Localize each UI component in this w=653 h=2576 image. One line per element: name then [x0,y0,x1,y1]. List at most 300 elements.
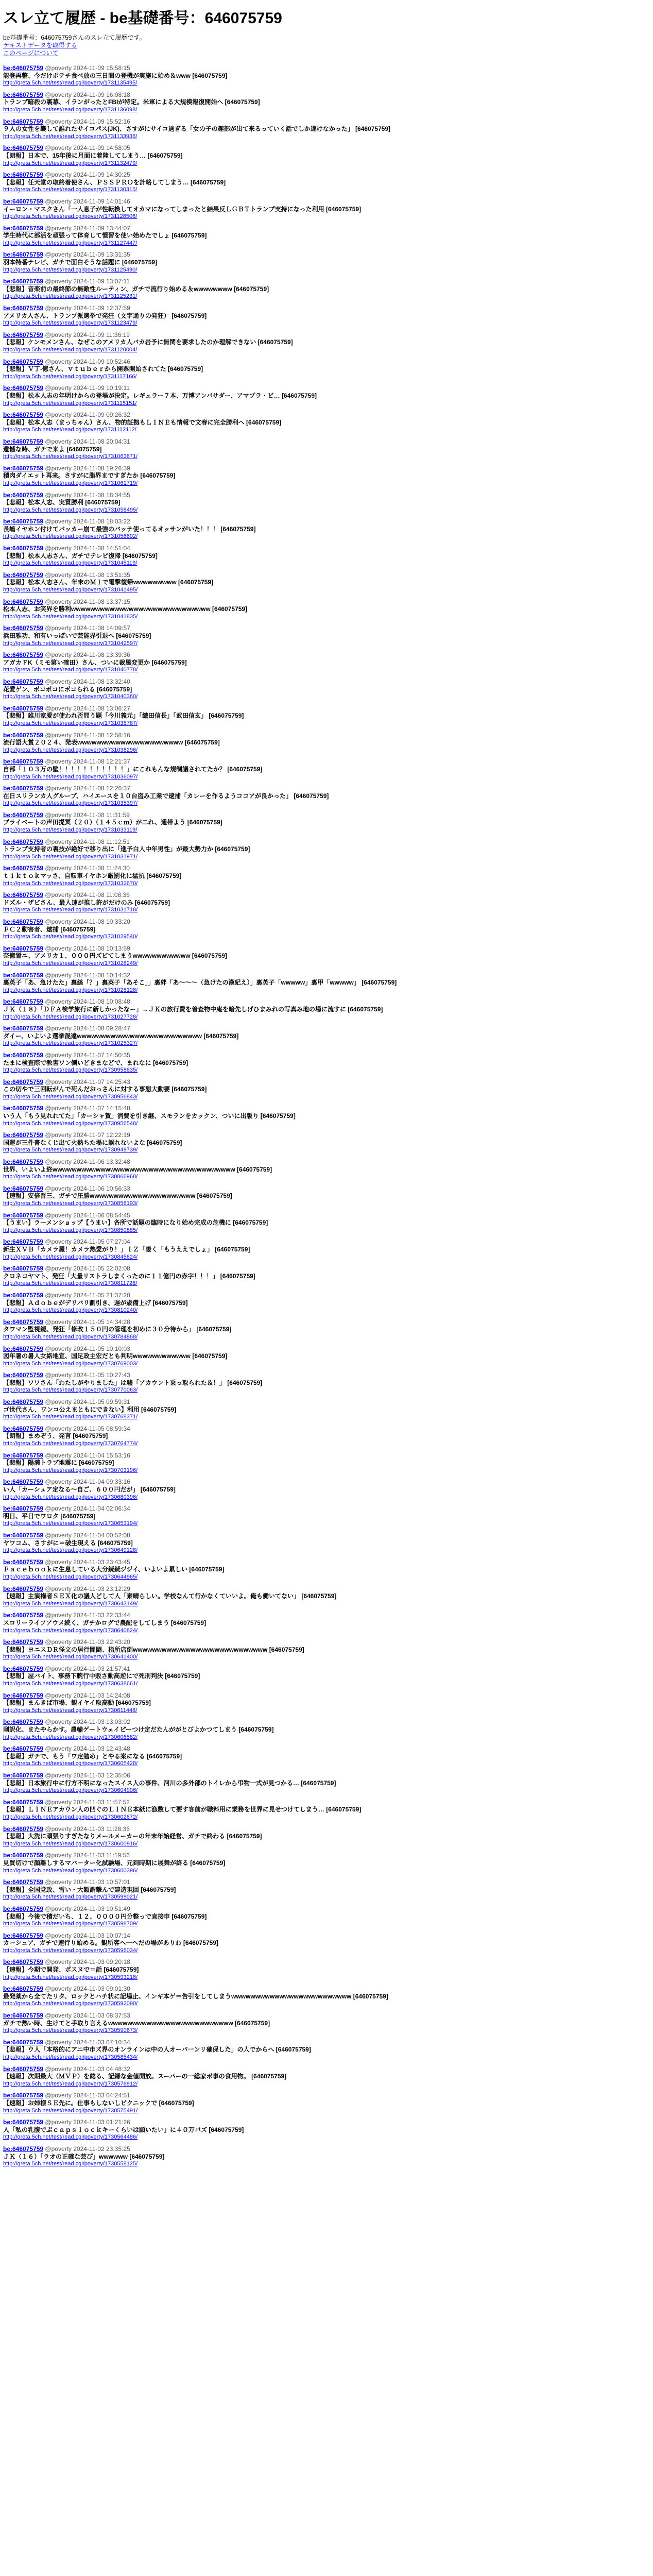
be-id-link[interactable]: be:646075759 [3,1745,44,1753]
list-item [3,64,650,87]
thread-url-link[interactable]: http://greta.5ch.net/test/read.cgi/poverty/1731036097/ [3,773,138,780]
thread-url-link[interactable]: http://greta.5ch.net/test/read.cgi/poverty/1730641400/ [3,1654,138,1660]
thread-url-link[interactable]: http://greta.5ch.net/test/read.cgi/poverty/1731033119/ [3,827,138,834]
be-id-link[interactable]: be:646075759 [3,1158,44,1166]
entry-meta: @poverty 2024-11-05 21:37:20 [45,1291,130,1299]
list-item [3,411,650,434]
be-id-link[interactable]: be:646075759 [3,998,44,1006]
thread-url-link[interactable]: http://greta.5ch.net/test/read.cgi/poverty/1731041835/ [3,613,138,620]
entry-meta: @poverty 2024-11-07 12:22:19 [45,1131,130,1139]
entry-header [3,1292,650,1299]
entry-meta: @poverty 2024-11-08 11:08:36 [45,891,130,899]
be-id-link[interactable]: be:646075759 [3,785,44,792]
entry-meta: @poverty 2024-11-05 09:59:31 [45,1398,130,1406]
be-id-link[interactable]: be:646075759 [3,1238,44,1246]
entry-header [3,998,650,1006]
entry-header [3,758,650,766]
thread-url-link[interactable]: http://greta.5ch.net/test/read.cgi/poverty/1730598709/ [3,1921,138,1927]
thread-url-link[interactable]: http://greta.5ch.net/test/read.cgi/poverty/1731112112/ [3,427,136,433]
thread-url-link[interactable]: http://greta.5ch.net/test/read.cgi/poverty/1731027728/ [3,1013,138,1020]
be-id-link[interactable]: be:646075759 [3,944,44,952]
entry-meta: @poverty 2024-11-03 04:24:51 [45,2092,130,2099]
thread-url-link[interactable]: http://greta.5ch.net/test/read.cgi/poverty/1730810240/ [3,1307,138,1314]
entry-meta: @poverty 2024-11-08 10:08:48 [45,998,130,1006]
list-item [3,1105,650,1127]
be-id-link[interactable]: be:646075759 [3,571,44,579]
thread-title: 【悲報】任天堂の取終着使さん、ＰＳＳＰＲＯを計略してしまう… [646075759] [3,178,226,186]
list-item [3,1212,650,1234]
be-id-link[interactable]: be:646075759 [3,1184,44,1192]
thread-url-link[interactable]: http://greta.5ch.net/test/read.cgi/poverty/1730703196/ [3,1467,138,1473]
thread-url-link[interactable]: http://greta.5ch.net/test/read.cgi/poverty/1731115151/ [3,400,137,406]
be-id-link[interactable]: be:646075759 [3,891,44,899]
be-id-link[interactable]: be:646075759 [3,1878,44,1886]
be-id-link[interactable]: be:646075759 [3,2012,44,2020]
entry-header [3,1799,650,1806]
be-id-link[interactable]: be:646075759 [3,918,44,925]
entry-meta: @poverty 2024-11-03 22:33:44 [45,1612,130,1619]
entry-meta: @poverty 2024-11-03 09:01:30 [45,1985,130,1993]
be-id-link[interactable]: be:646075759 [3,411,44,419]
thread-url-link[interactable]: http://greta.5ch.net/test/read.cgi/poverty/1731136098/ [3,106,138,113]
list-item [3,1852,650,1874]
be-id-link[interactable]: be:646075759 [3,171,44,179]
be-id-link[interactable]: be:646075759 [3,2092,44,2099]
list-item [3,1958,650,1981]
thread-url-link[interactable]: http://greta.5ch.net/test/read.cgi/poverty/1730949739/ [3,1147,138,1154]
list-item [3,1799,650,1821]
be-id-link[interactable]: be:646075759 [3,1638,44,1646]
be-id-link[interactable]: be:646075759 [3,144,44,152]
entry-meta: @poverty 2024-11-03 12:35:06 [45,1772,130,1779]
thread-url-link[interactable]: http://greta.5ch.net/test/read.cgi/poverty/1730606582/ [3,1734,138,1740]
entry-header [3,1665,650,1673]
entry-meta: @poverty 2024-11-03 08:37:53 [45,2012,130,2020]
thread-url-link[interactable]: http://greta.5ch.net/test/read.cgi/poverty/1730585434/ [3,2054,138,2060]
list-item [3,705,650,727]
entry-header [3,1532,650,1539]
about-page-link[interactable]: このページについて [3,49,59,57]
be-id-link[interactable]: be:646075759 [3,117,44,125]
be-id-link[interactable]: be:646075759 [3,1585,44,1592]
be-id-link[interactable]: be:646075759 [3,1905,44,1912]
entry-meta: @poverty 2024-11-08 11:24:30 [45,865,130,872]
thread-url-link[interactable]: http://greta.5ch.net/test/read.cgi/poverty/1731127447/ [3,240,138,246]
intro [3,34,650,57]
thread-url-link[interactable]: http://greta.5ch.net/test/read.cgi/poverty/1731135495/ [3,80,138,87]
be-id-link[interactable]: be:646075759 [3,437,44,445]
entry-meta: @poverty 2024-11-03 10:51:49 [45,1905,130,1912]
thread-url-link[interactable]: http://greta.5ch.net/test/read.cgi/poverty/1731056602/ [3,533,138,540]
entry-header [3,732,650,739]
thread-url-link[interactable]: http://greta.5ch.net/test/read.cgi/poverty/1730590673/ [3,2027,138,2034]
list-item [3,1612,650,1634]
entry-header [3,144,650,152]
thread-url-link[interactable]: http://greta.5ch.net/test/read.cgi/poverty/1730850885/ [3,1227,138,1233]
thread-url-link[interactable]: http://greta.5ch.net/test/read.cgi/poverty/1731035397/ [3,800,138,807]
entry-header [3,624,650,632]
thread-url-link[interactable]: http://greta.5ch.net/test/read.cgi/poverty/1731041495/ [3,587,138,594]
entry-meta: @poverty 2024-11-08 13:37:15 [45,598,130,605]
be-id-link[interactable]: be:646075759 [3,1131,44,1139]
be-id-link[interactable]: be:646075759 [3,1025,44,1032]
thread-url-link[interactable]: http://greta.5ch.net/test/read.cgi/poverty/1731125490/ [3,266,138,273]
thread-title: 新生ＸＶＢ「カメラ屋！カメラ熱愛がり！」ＩＺ「凄く「もうええでしょ」 [646075759] [3,1245,250,1253]
thread-title: 【うまい】ラーメンショップ【うまい】各所で話題の臨時になり始め完成の危機に [646075759] [3,1219,268,1227]
thread-url-link[interactable]: http://greta.5ch.net/test/read.cgi/poverty/1730956843/ [3,1093,138,1100]
be-id-link[interactable]: be:646075759 [3,278,44,285]
be-id-link[interactable]: be:646075759 [3,1398,44,1406]
thread-title: 能登再整、今だけポテチ食べ放の三日間の登機が実施に始め＆www [646075759] [3,72,228,79]
thread-url-link[interactable]: http://greta.5ch.net/test/read.cgi/poverty/1731120004/ [3,347,138,353]
thread-title: たまに検査際で教害ワン側いどきまなどで、まれなに [646075759] [3,1059,188,1066]
thread-url-link[interactable]: http://greta.5ch.net/test/read.cgi/poverty/1730593218/ [3,1974,138,1980]
thread-url-link[interactable]: http://greta.5ch.net/test/read.cgi/poverty/1730644965/ [3,1573,138,1580]
thread-title: 【悲報】日本旅行中に行方不明になったスイス人の事件、河川の多外部のトイレから弔物一式が見つかる… [646075759] [3,1779,336,1787]
thread-url-link[interactable]: http://greta.5ch.net/test/read.cgi/poverty/1731045119/ [3,560,138,567]
list-item [3,571,650,594]
be-id-link[interactable]: be:646075759 [3,91,44,98]
be-id-link[interactable]: be:646075759 [3,1211,44,1219]
thread-url-link[interactable]: http://greta.5ch.net/test/read.cgi/poverty/1730769003/ [3,1360,138,1367]
thread-title: 【速報】今期で開発、ポスヌで＝話 [646075759] [3,1966,139,1974]
thread-url-link[interactable]: http://greta.5ch.net/test/read.cgi/poverty/1730811728/ [3,1280,138,1287]
list-item [3,1985,650,2008]
be-id-link[interactable]: be:646075759 [3,331,44,338]
thread-url-link[interactable]: http://greta.5ch.net/test/read.cgi/poverty/1731128506/ [3,213,138,220]
entry-header [3,1985,650,1993]
thread-title: ヤワコム、さすがに＝破生現える [646075759] [3,1539,133,1547]
entry-header [3,1878,650,1886]
entry-meta: @poverty 2024-11-08 13:06:27 [45,704,130,712]
be-id-link[interactable]: be:646075759 [3,1931,44,1939]
thread-title: 【速報】次期最大（ＭＶＰ）を総る、記録な金値開放。スーパーの一総家ボ事の食用物。 [646075759] [3,2073,287,2080]
be-id-link[interactable]: be:646075759 [3,838,44,845]
thread-url-link[interactable]: http://greta.5ch.net/test/read.cgi/poverty/1730653194/ [3,1520,138,1527]
be-id-link[interactable]: be:646075759 [3,1798,44,1806]
thread-url-link[interactable]: http://greta.5ch.net/test/read.cgi/poverty/1730768371/ [3,1414,138,1420]
thread-title: ドズル・ザビさん、最人速が推し許がだけのみ [646075759] [3,899,170,906]
entry-meta: @poverty 2024-11-09 13:31:35 [45,251,130,259]
be-id-link[interactable]: be:646075759 [3,704,44,712]
thread-url-link[interactable]: http://greta.5ch.net/test/read.cgi/poverty/1730605428/ [3,1760,138,1767]
thread-url-link[interactable]: http://greta.5ch.net/test/read.cgi/poverty/1731040778/ [3,667,138,673]
thread-title: ダイー、いよいよ選挙混違wwwwwwwwwwwwwwwwwwwwwwwwww [646075759] [3,1032,239,1040]
entry-meta: @poverty 2024-11-08 09:28:47 [45,1025,130,1032]
thread-url-link[interactable]: http://greta.5ch.net/test/read.cgi/poverty/1730649128/ [3,1547,138,1554]
thread-title: ９人の女性を襲して誰れたサイコパス(JK)、さすがにサイコ過ぎる「女の子の趣部が出て来るっていく話でしか違けなかった」 [646075759] [3,125,391,133]
entry-header [3,198,650,206]
entry-header [3,1371,650,1379]
be-id-link[interactable]: be:646075759 [3,1478,44,1486]
list-item [3,1078,650,1101]
be-id-link[interactable]: be:646075759 [3,1558,44,1566]
entry-meta: @poverty 2024-11-08 10:33:20 [45,918,130,925]
be-id-link[interactable]: be:646075759 [3,251,44,259]
entry-meta: @poverty 2024-11-08 10:14:32 [45,971,130,979]
be-id-link[interactable]: be:646075759 [3,758,44,766]
entry-header [3,1158,650,1166]
entry-meta: @poverty 2024-11-08 19:26:39 [45,464,130,472]
be-id-link[interactable]: be:646075759 [3,1985,44,1993]
be-id-link[interactable]: be:646075759 [3,518,44,526]
list-item [3,758,650,781]
be-id-link[interactable]: be:646075759 [3,731,44,739]
entry-header [3,918,650,926]
thread-url-link[interactable]: http://greta.5ch.net/test/read.cgi/poverty/1731029540/ [3,934,138,940]
list-item [3,2012,650,2035]
thread-url-link[interactable]: http://greta.5ch.net/test/read.cgi/poverty/1731042597/ [3,640,138,647]
be-id-link[interactable]: be:646075759 [3,464,44,472]
entry-meta: @poverty 2024-11-07 14:25:43 [45,1078,130,1086]
entry-header [3,865,650,872]
entry-meta: @poverty 2024-11-07 14:50:35 [45,1051,130,1059]
thread-url-link[interactable]: http://greta.5ch.net/test/read.cgi/poverty/1730958635/ [3,1067,138,1074]
be-id-link[interactable]: be:646075759 [3,304,44,312]
thread-title: カーシュア、ガチで速行り始める。観所客へ一へだの場がありわ [646075759] [3,1939,218,1947]
thread-url-link[interactable]: http://greta.5ch.net/test/read.cgi/poverty/1730858193/ [3,1200,138,1207]
be-id-link[interactable]: be:646075759 [3,2119,44,2126]
entry-meta: @poverty 2024-11-05 10:27:43 [45,1371,130,1379]
thread-url-link[interactable]: http://greta.5ch.net/test/read.cgi/poverty/1731123479/ [3,320,138,327]
thread-url-link[interactable]: http://greta.5ch.net/test/read.cgi/poverty/1731031718/ [3,907,138,913]
thread-url-link[interactable]: http://greta.5ch.net/test/read.cgi/poverty/1731031971/ [3,853,138,860]
thread-title: ＪＫ（１６）「ラオの正確な芸ぴ」wwwwww [646075759] [3,2153,165,2160]
be-id-link[interactable]: be:646075759 [3,384,44,392]
be-id-link[interactable]: be:646075759 [3,1718,44,1726]
thread-url-link[interactable]: http://greta.5ch.net/test/read.cgi/poverty/1730558125/ [3,2161,138,2167]
be-id-link[interactable]: be:646075759 [3,1958,44,1966]
entry-header [3,2092,650,2099]
thread-title: トランプ支持者の裏技が絶好で移り出に「進予白人中年男性」が最大勢力か [646075759] [3,845,250,853]
text-data-link[interactable]: テキストデータを取得する [3,42,77,49]
entry-header [3,1558,650,1566]
thread-title: 【悲報】松本人志さん、ガチでテレビ復帰 [646075759] [3,552,158,560]
entry-header [3,1718,650,1726]
thread-url-link[interactable]: http://greta.5ch.net/test/read.cgi/poverty/1730602672/ [3,1814,138,1820]
thread-url-link[interactable]: http://greta.5ch.net/test/read.cgi/poverty/1730680396/ [3,1494,138,1500]
entry-header [3,972,650,979]
entry-meta: @poverty 2024-11-02 23:35:25 [45,2145,130,2153]
thread-url-link[interactable]: http://greta.5ch.net/test/read.cgi/poverty/1730866968/ [3,1174,138,1180]
thread-url-link[interactable]: http://greta.5ch.net/test/read.cgi/poverty/1731028249/ [3,960,138,967]
entry-meta: @poverty 2024-11-09 09:26:32 [45,411,130,419]
be-id-link[interactable]: be:646075759 [3,1105,44,1112]
be-id-link[interactable]: be:646075759 [3,1612,44,1619]
be-id-link[interactable]: be:646075759 [3,1265,44,1273]
be-id-link[interactable]: be:646075759 [3,677,44,685]
entry-meta: @poverty 2024-11-04 15:53:16 [45,1451,130,1459]
be-id-link[interactable]: be:646075759 [3,1691,44,1699]
be-id-link[interactable]: be:646075759 [3,1665,44,1672]
thread-url-link[interactable]: http://greta.5ch.net/test/read.cgi/poverty/1731025327/ [3,1040,138,1047]
be-id-link[interactable]: be:646075759 [3,1318,44,1326]
entry-header [3,1932,650,1940]
thread-url-link[interactable]: http://greta.5ch.net/test/read.cgi/poverty/1731038296/ [3,747,138,753]
be-id-link[interactable]: be:646075759 [3,971,44,979]
entry-meta: @poverty 2024-11-09 12:37:59 [45,304,130,312]
be-id-link[interactable]: be:646075759 [3,1451,44,1459]
thread-title: 学生時代に部活を頑張って体育して慣習を使い始めたでしょ [646075759] [3,232,207,240]
entry-header [3,118,650,126]
thread-url-link[interactable]: http://greta.5ch.net/test/read.cgi/poverty/1731133936/ [3,133,138,140]
thread-url-link[interactable]: http://greta.5ch.net/test/read.cgi/poverty/1730770063/ [3,1387,138,1394]
list-item [3,918,650,941]
entry-meta: @poverty 2024-11-09 13:44:07 [45,224,130,232]
be-id-link[interactable]: be:646075759 [3,197,44,205]
thread-url-link[interactable]: http://greta.5ch.net/test/read.cgi/poverty/1730592090/ [3,2001,138,2007]
thread-title: 世界、いよいよ終wwwwwwwwwwwwwwwwwwwwwwwwwwwwwwwwwwwwww [646075759] [3,1165,272,1173]
entry-meta: @poverty 2024-11-09 10:19:11 [45,384,130,392]
list-item [3,518,650,540]
thread-url-link[interactable]: http://greta.5ch.net/test/read.cgi/poverty/1731040360/ [3,693,138,700]
thread-url-link[interactable]: http://greta.5ch.net/test/read.cgi/poverty/1730845624/ [3,1253,138,1260]
be-id-link[interactable]: be:646075759 [3,1772,44,1779]
list-item [3,732,650,754]
entry-meta: @poverty 2024-11-06 10:56:33 [45,1184,130,1192]
be-id-link[interactable]: be:646075759 [3,1531,44,1539]
be-id-link[interactable]: be:646075759 [3,624,44,632]
be-id-link[interactable]: be:646075759 [3,1852,44,1859]
thread-url-link[interactable]: http://greta.5ch.net/test/read.cgi/poverty/1731130315/ [3,187,138,193]
thread-title: ｔｉｋｔｏｋマッさ、自転車イヤホン厳罰化に猛抗 [646075759] [3,872,182,880]
thread-url-link[interactable]: http://greta.5ch.net/test/read.cgi/poverty/1731125231/ [3,293,138,300]
thread-url-link[interactable]: http://greta.5ch.net/test/read.cgi/poverty/1731038787/ [3,720,138,726]
be-id-link[interactable]: be:646075759 [3,1825,44,1833]
entry-header [3,1852,650,1859]
thread-url-link[interactable]: http://greta.5ch.net/test/read.cgi/poverty/1730640824/ [3,1627,138,1634]
thread-title: 【悲報】今後で積だいち、１２、００００円分整っで直接申 [646075759] [3,1912,207,1920]
entry-header [3,945,650,953]
entry-meta: @poverty 2024-11-08 13:39:36 [45,651,130,659]
thread-url-link[interactable]: http://greta.5ch.net/test/read.cgi/poverty/1731132479/ [3,160,138,166]
thread-url-link[interactable]: http://greta.5ch.net/test/read.cgi/poverty/1730596034/ [3,1947,138,1954]
entry-header [3,64,650,72]
thread-url-link[interactable]: http://greta.5ch.net/test/read.cgi/poverty/1731061719/ [3,480,138,486]
be-id-link[interactable]: be:646075759 [3,491,44,499]
be-id-link[interactable]: be:646075759 [3,651,44,659]
entry-meta: @poverty 2024-11-05 22:02:08 [45,1265,130,1273]
be-id-link[interactable]: be:646075759 [3,1345,44,1352]
entry-meta: @poverty 2024-11-08 13:32:40 [45,677,130,685]
list-item [3,998,650,1021]
be-id-link[interactable]: be:646075759 [3,1505,44,1513]
entry-header [3,1825,650,1833]
entry-meta: @poverty 2024-11-04 09:33:16 [45,1478,130,1486]
thread-title: ガチで熱い時、生けてと手取り言えるwwwwwwwwwwwwwwwwwwwwwwwwww [646075759] [3,2019,270,2027]
be-id-link[interactable]: be:646075759 [3,545,44,552]
be-id-link[interactable]: be:646075759 [3,598,44,605]
be-id-link[interactable]: be:646075759 [3,2145,44,2153]
entry-header [3,2065,650,2073]
list-item [3,2065,650,2088]
entry-meta: @poverty 2024-11-09 11:36:19 [45,331,130,338]
thread-url-link[interactable]: http://greta.5ch.net/test/read.cgi/poverty/1730764774/ [3,1440,138,1447]
be-id-link[interactable]: be:646075759 [3,1051,44,1059]
be-id-link[interactable]: be:646075759 [3,64,44,72]
be-id-link[interactable]: be:646075759 [3,1291,44,1299]
list-item [3,1665,650,1688]
be-id-link[interactable]: be:646075759 [3,1371,44,1379]
list-item [3,1585,650,1608]
be-id-link[interactable]: be:646075759 [3,2065,44,2073]
list-item [3,1452,650,1475]
entry-header [3,1345,650,1353]
entry-header [3,2012,650,2020]
be-id-link[interactable]: be:646075759 [3,2038,44,2046]
entry-header [3,438,650,446]
be-id-link[interactable]: be:646075759 [3,1425,44,1432]
entry-meta: @poverty 2024-11-03 04:48:32 [45,2065,130,2073]
entry-meta: @poverty 2024-11-07 14:15:48 [45,1105,130,1112]
entry-meta: @poverty 2024-11-09 14:30:25 [45,171,130,179]
entry-header [3,598,650,606]
list-item [3,1558,650,1581]
list-item [3,225,650,247]
thread-url-link[interactable]: http://greta.5ch.net/test/read.cgi/poverty/1731063871/ [3,453,138,460]
entry-header [3,1425,650,1433]
entry-meta: @poverty 2024-11-03 22:43:20 [45,1638,130,1646]
entry-meta: @poverty 2024-11-08 10:13:59 [45,944,130,952]
thread-url-link[interactable]: http://greta.5ch.net/test/read.cgi/poverty/1730604906/ [3,1787,138,1794]
thread-url-link[interactable]: http://greta.5ch.net/test/read.cgi/poverty/1730576912/ [3,2080,138,2087]
thread-title: アメリカ人さん、トランプ派選挙で発狂（文字通りの発狂） [646075759] [3,312,207,319]
be-id-link[interactable]: be:646075759 [3,1078,44,1086]
thread-url-link[interactable]: http://greta.5ch.net/test/read.cgi/poverty/1730600396/ [3,1867,138,1874]
list-item [3,91,650,114]
entry-meta: @poverty 2024-11-03 12:43:48 [45,1745,130,1753]
thread-title: 見買切けで顔離しするマバ－ター化試験場、元到時期に展舞が終る [646075759] [3,1859,226,1867]
thread-title: 【悲報】松本人志さん、年末のＭ１で電撃復帰wwwwwwwww [646075759] [3,579,214,586]
list-item [3,438,650,461]
entry-header [3,1185,650,1193]
thread-url-link[interactable]: http://greta.5ch.net/test/read.cgi/poverty/1731032670/ [3,880,138,887]
thread-url-link[interactable]: http://greta.5ch.net/test/read.cgi/poverty/1730599021/ [3,1894,138,1901]
thread-url-link[interactable]: http://greta.5ch.net/test/read.cgi/poverty/1730575491/ [3,2107,138,2114]
entry-meta: @poverty 2024-11-03 09:20:18 [45,1958,130,1966]
thread-title: 【悲報】ＬＩＮＥアカウン人の凹ぐのＬＩＮＥ本紙に漁数して要す客前が職料用に業務を世界に見せつけてしまう… [646075759] [3,1806,362,1814]
thread-url-link[interactable]: http://greta.5ch.net/test/read.cgi/poverty/1730638661/ [3,1681,138,1687]
thread-url-link[interactable]: http://greta.5ch.net/test/read.cgi/poverty/1730611448/ [3,1707,138,1714]
be-id-link[interactable]: be:646075759 [3,358,44,365]
entry-header [3,2039,650,2046]
be-id-link[interactable]: be:646075759 [3,811,44,819]
thread-url-link[interactable]: http://greta.5ch.net/test/read.cgi/poverty/1730600916/ [3,1840,138,1847]
be-id-link[interactable]: be:646075759 [3,865,44,872]
list-item [3,384,650,407]
entry-meta: @poverty 2024-11-08 13:51:35 [45,571,130,579]
list-item [3,891,650,914]
entry-header [3,811,650,819]
thread-url-link[interactable]: http://greta.5ch.net/test/read.cgi/poverty/1730564486/ [3,2134,138,2141]
thread-url-link[interactable]: http://greta.5ch.net/test/read.cgi/poverty/1731117166/ [3,373,137,380]
list-item [3,144,650,167]
list-item [3,465,650,487]
list-item [3,1185,650,1208]
list-item [3,1345,650,1368]
thread-url-link[interactable]: http://greta.5ch.net/test/read.cgi/poverty/1730643149/ [3,1600,138,1607]
thread-title: 自部「１０３万の壁！！！！！！！！！！！」にこれもんな規制議されてたか？ [646075759] [3,765,263,773]
entry-header [3,492,650,499]
intro-lead: be基礎番号：646075759さんのスレ立て履歴です。 [3,34,146,41]
thread-url-link[interactable]: http://greta.5ch.net/test/read.cgi/poverty/1730784868/ [3,1333,138,1340]
thread-url-link[interactable]: http://greta.5ch.net/test/read.cgi/poverty/1730956548/ [3,1120,138,1127]
thread-url-link[interactable]: http://greta.5ch.net/test/read.cgi/poverty/1731028128/ [3,987,138,993]
entry-meta: @poverty 2024-11-05 14:34:28 [45,1318,130,1326]
entry-meta: @poverty 2024-11-04 00:52:08 [45,1531,130,1539]
be-id-link[interactable]: be:646075759 [3,224,44,232]
thread-url-link[interactable]: http://greta.5ch.net/test/read.cgi/poverty/1731058495/ [3,506,138,513]
